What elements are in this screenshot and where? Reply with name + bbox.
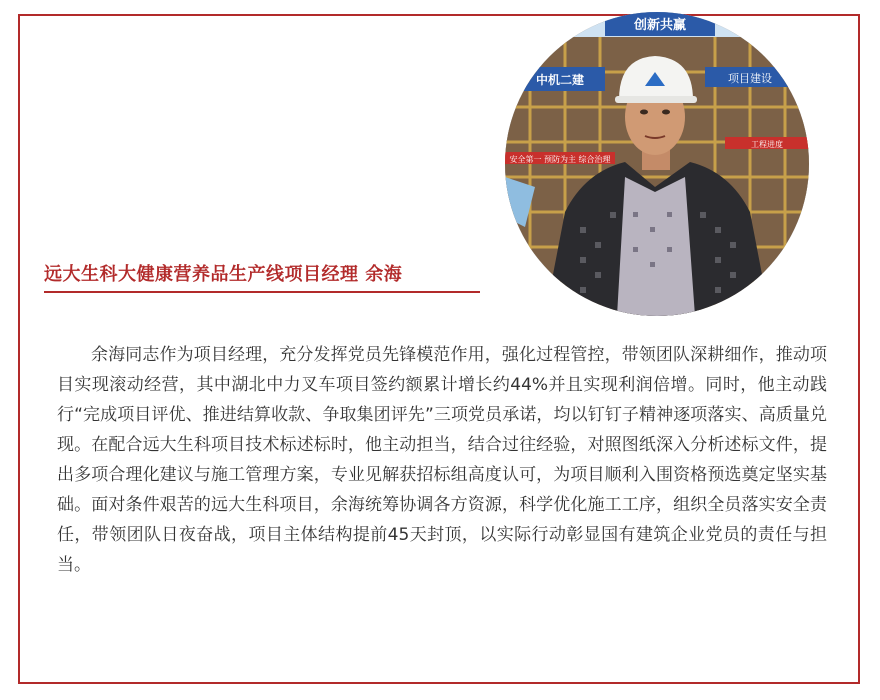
article-title: 远大生科大健康营养品生产线项目经理 余海 (44, 264, 403, 285)
top-banner-text: 创新共赢 (633, 18, 687, 33)
portrait-photo (505, 12, 809, 316)
left-sign-text: 中机二建 (535, 73, 585, 87)
right-sign-text: 项目建设 (728, 72, 772, 85)
red-banner-right-text: 工程进度 (751, 140, 783, 149)
left-eye (640, 110, 648, 115)
right-eye (662, 110, 670, 115)
sweater (617, 177, 695, 316)
portrait-illustration (505, 12, 809, 316)
title-underline (44, 291, 480, 293)
article-body: 余海同志作为项目经理，充分发挥党员先锋模范作用，强化过程管控，带领团队深耕细作，推动项目实现滚动经营，其中湖北中力叉车项目签约额累计增长约44%并且实现利润倍增。同时，他主动践行“完成项目评优、推进结算收款、争取集团评先”三项党员承诺，均以钉钉子精神逐项落实、高质量兑现。在配合远大生科项目技术标述标时，他主动担当，结合过往经验，对照图纸深入分析述标文件，提出多项合理化建议与施工管理方案，专业见解获招标组高度认可，为项目顺利入围资格预选奠定坚实基础。面对条件艰苦的远大生科项目，余海统筹协调各方资源，科学优化施工工序，组织全员落实安全责任，带领团队日夜奋战，项目主体结构提前45天封顶，以实际行动彰显国有建筑企业党员的责任与担当。 (57, 345, 827, 575)
red-banner-left-text: 安全第一 预防为主 综合治理 (509, 155, 611, 164)
helmet-brim (615, 96, 697, 103)
